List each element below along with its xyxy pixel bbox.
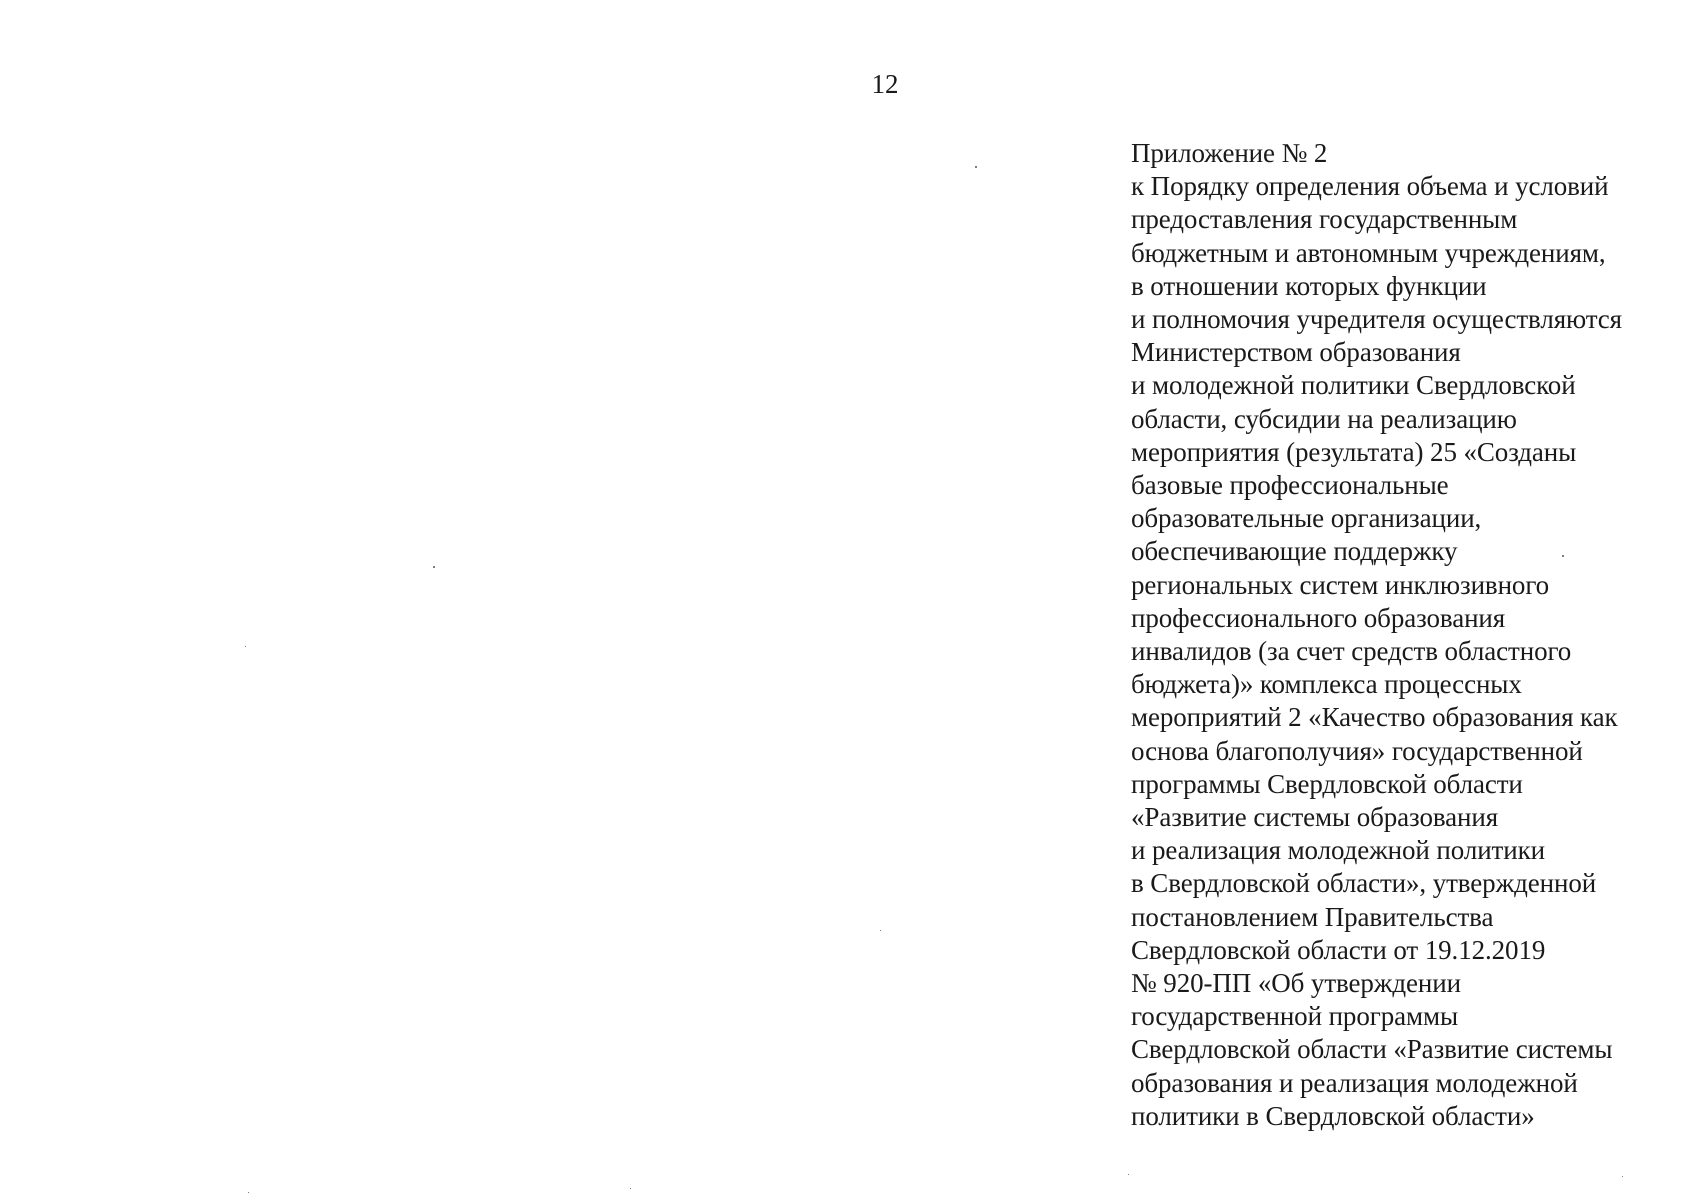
scan-speck: [1128, 1174, 1129, 1175]
appendix-line: профессионального образования: [1131, 602, 1506, 633]
appendix-line: бюджетным и автономным учреждениям,: [1131, 237, 1606, 268]
appendix-line: и реализация молодежной политики: [1131, 835, 1545, 866]
appendix-header: [1131, 137, 1671, 1133]
page-number: 12: [871, 69, 899, 99]
appendix-line: постановлением Правительства: [1131, 901, 1494, 932]
appendix-line: Свердловской области «Развитие системы: [1131, 1034, 1613, 1065]
appendix-line: политики в Свердловской области»: [1131, 1100, 1535, 1131]
scan-speck: [248, 1192, 249, 1193]
scan-speck: [1562, 555, 1564, 557]
appendix-line: Свердловской области от 19.12.2019: [1131, 934, 1546, 965]
appendix-line: мероприятий 2 «Качество образования как: [1131, 702, 1618, 733]
appendix-line: образовательные организации,: [1131, 503, 1482, 534]
appendix-line: базовые профессиональные: [1131, 470, 1449, 501]
scan-speck: [245, 646, 246, 647]
appendix-line: бюджета)» комплекса процессных: [1131, 669, 1522, 700]
appendix-line: основа благополучия» государственной: [1131, 735, 1583, 766]
appendix-line: мероприятия (результата) 25 «Созданы: [1131, 436, 1577, 467]
appendix-line: предоставления государственным: [1131, 204, 1518, 235]
appendix-line: № 920-ПП «Об утверждении: [1131, 968, 1461, 999]
appendix-line: Приложение № 2: [1131, 138, 1328, 168]
appendix-line: к Порядку определения объема и условий: [1131, 171, 1609, 202]
appendix-line: и полномочия учредителя осуществляются: [1131, 304, 1622, 335]
scan-speck: [630, 1188, 631, 1189]
appendix-line: региональных систем инклюзивного: [1131, 569, 1550, 600]
appendix-line: программы Свердловской области: [1131, 768, 1523, 799]
appendix-line: в Свердловской области», утвержденной: [1131, 868, 1597, 899]
appendix-line: в отношении которых функции: [1131, 270, 1487, 301]
appendix-line: государственной программы: [1131, 1001, 1458, 1032]
appendix-line: области, субсидии на реализацию: [1131, 403, 1517, 434]
scan-speck: [880, 930, 881, 931]
appendix-line: Министерством образования: [1131, 337, 1461, 368]
appendix-line: образования и реализация молодежной: [1131, 1067, 1578, 1098]
appendix-line: инвалидов (за счет средств областного: [1131, 636, 1572, 667]
appendix-line: и молодежной политики Свердловской: [1131, 370, 1576, 401]
scan-speck: [1622, 1176, 1623, 1177]
scan-speck: [975, 166, 977, 168]
appendix-line: «Развитие системы образования: [1131, 802, 1499, 833]
appendix-line: обеспечивающие поддержку: [1131, 536, 1458, 567]
scan-speck: [433, 566, 435, 568]
